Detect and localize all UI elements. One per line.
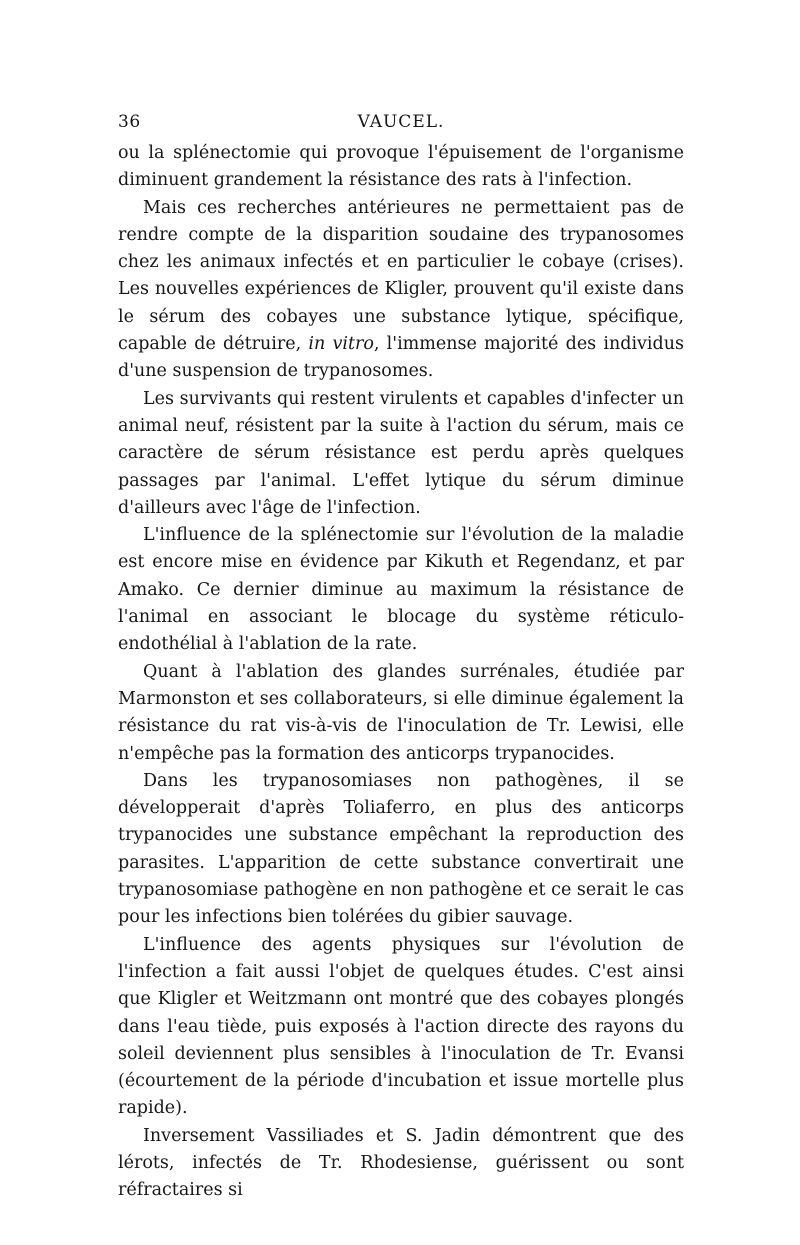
running-header	[118, 112, 684, 140]
paragraph: Mais ces recherches antérieures ne permettaient pas de rendre compte de la disparition soudaine des trypanosomes chez les animaux infectés et en particulier le cobaye (crises). Les nouvelles expériences de Kligler, prouvent qu'il existe dans le sérum des cobayes une substance lytique, spécifique, capable de détruire, in vitro, l'immense majorité des individus d'une suspension de trypanosomes.	[118, 197, 684, 382]
paragraph: L'influence de la splénectomie sur l'évolution de la maladie est encore mise en évidence par Kikuth et Regendanz, et par Amako. Ce dernier diminue au maximum la résistance de l'animal en associant le blocage du système réticulo-endothélial à l'ablation de la rate.	[118, 525, 684, 655]
body-text	[118, 140, 684, 1205]
document-page	[118, 112, 684, 1205]
running-title: VAUCEL.	[357, 112, 445, 132]
paragraph: Les survivants qui restent virulents et capables d'infecter un animal neuf, résistent par la suite à l'action du sérum, mais ce caractère de sérum résistance est perdu après quelques passages par l'animal. L'effet lytique du sérum diminue d'ailleurs avec l'âge de l'infection.	[118, 388, 684, 518]
paragraph: L'influence des agents physiques sur l'évolution de l'infection a fait aussi l'objet de quelques études. C'est ainsi que Kligler et Weitzmann ont montré que des cobayes plongés dans l'eau tiède, puis exposés à l'action directe des rayons du soleil deviennent plus sensibles à l'inoculation de Tr. Evansi (écourtement de la période d'incubation et issue mortelle plus rapide).	[118, 934, 684, 1119]
italic-phrase: in vitro	[308, 334, 374, 355]
paragraph: Inversement Vassiliades et S. Jadin démontrent que des lérots, infectés de Tr. Rhodesiense, guérissent ou sont réfractaires si	[118, 1125, 684, 1201]
paragraph: Quant à l'ablation des glandes surrénales, étudiée par Marmonston et ses collaborateurs, si elle diminue également la résistance du rat vis-à-vis de l'inoculation de Tr. Lewisi, elle n'empêche pas la formation des anticorps trypanocides.	[118, 661, 684, 764]
page-number: 36	[118, 112, 141, 132]
paragraph: Dans les trypanosomiases non pathogènes, il se développerait d'après Toliaferro, en plus des anticorps trypanocides une substance empêchant la reproduction des parasites. L'apparition de cette substance convertirait une trypanosomiase pathogène en non pathogène et ce serait le cas pour les infections bien tolérées du gibier sauvage.	[118, 770, 684, 928]
paragraph: ou la splénectomie qui provoque l'épuisement de l'organisme diminuent grandement la résistance des rats à l'infection.	[118, 143, 684, 191]
